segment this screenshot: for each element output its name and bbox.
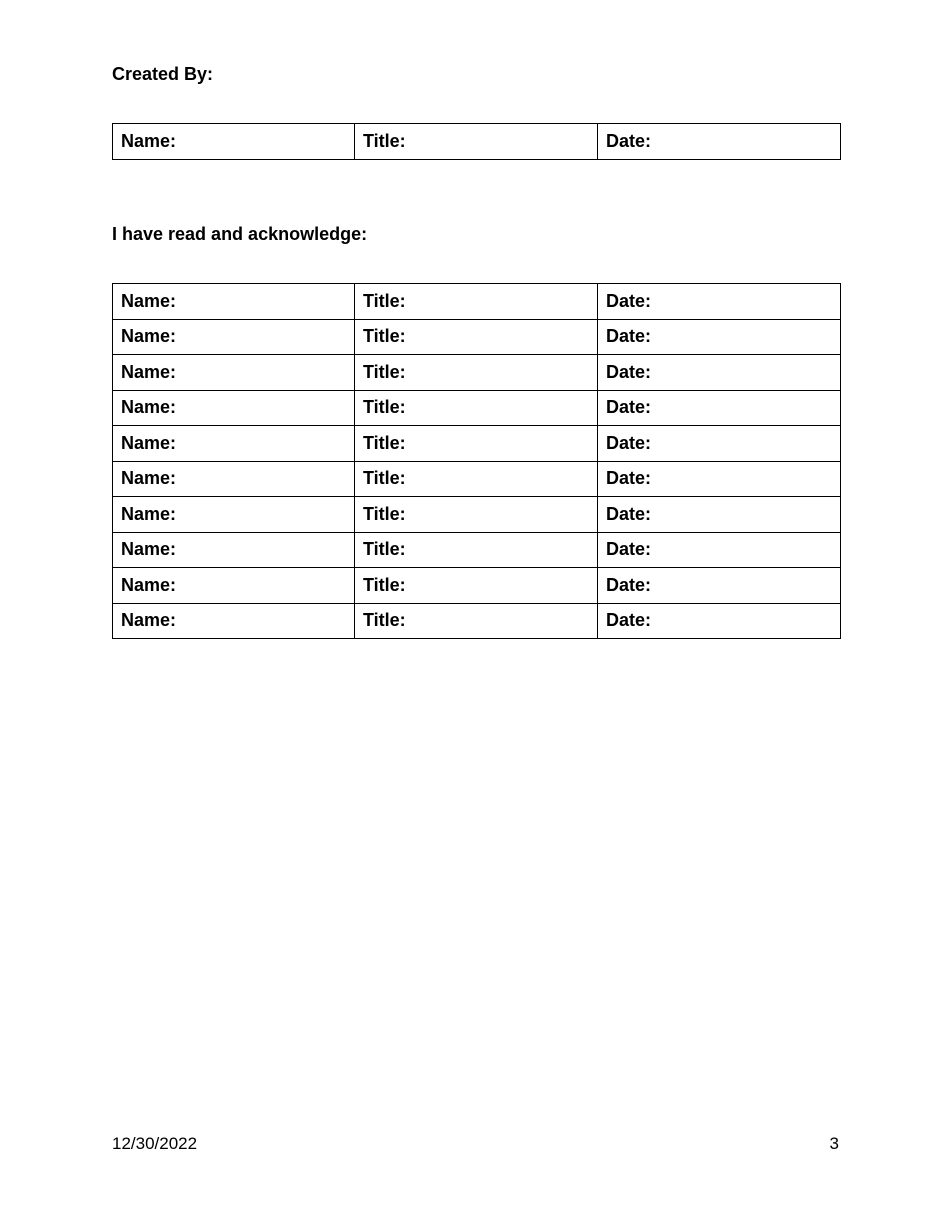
- date-cell[interactable]: Date:: [598, 355, 841, 391]
- table-row: [113, 355, 841, 391]
- date-cell[interactable]: Date:: [598, 124, 841, 160]
- name-cell[interactable]: Name:: [113, 532, 355, 568]
- page-number: 3: [829, 1134, 839, 1153]
- name-cell[interactable]: Name:: [113, 568, 355, 604]
- name-cell[interactable]: Name:: [113, 390, 355, 426]
- created-by-table: [112, 123, 841, 160]
- date-cell[interactable]: Date:: [598, 284, 841, 320]
- table-row: [113, 532, 841, 568]
- created-by-heading: Created By:: [112, 64, 214, 84]
- date-cell[interactable]: Date:: [598, 497, 841, 533]
- table-row: [113, 603, 841, 639]
- name-cell[interactable]: Name:: [113, 426, 355, 462]
- title-cell[interactable]: Title:: [355, 355, 598, 391]
- date-cell[interactable]: Date:: [598, 532, 841, 568]
- name-cell[interactable]: Name:: [113, 284, 355, 320]
- date-cell[interactable]: Date:: [598, 568, 841, 604]
- table-row: [113, 497, 841, 533]
- title-cell[interactable]: Title:: [355, 390, 598, 426]
- title-cell[interactable]: Title:: [355, 461, 598, 497]
- table-row: [113, 568, 841, 604]
- title-cell[interactable]: Title:: [355, 532, 598, 568]
- table-row: [113, 319, 841, 355]
- footer-date: 12/30/2022: [112, 1134, 198, 1153]
- name-cell[interactable]: Name:: [113, 124, 355, 160]
- date-cell[interactable]: Date:: [598, 390, 841, 426]
- title-cell[interactable]: Title:: [355, 124, 598, 160]
- table-row: [113, 284, 841, 320]
- table-row: [113, 461, 841, 497]
- name-cell[interactable]: Name:: [113, 461, 355, 497]
- title-cell[interactable]: Title:: [355, 319, 598, 355]
- name-cell[interactable]: Name:: [113, 355, 355, 391]
- date-cell[interactable]: Date:: [598, 603, 841, 639]
- title-cell[interactable]: Title:: [355, 497, 598, 533]
- table-row: [113, 390, 841, 426]
- date-cell[interactable]: Date:: [598, 319, 841, 355]
- acknowledge-heading: I have read and acknowledge:: [112, 224, 368, 244]
- title-cell[interactable]: Title:: [355, 426, 598, 462]
- table-row: [113, 124, 841, 160]
- acknowledge-table: [112, 283, 841, 639]
- date-cell[interactable]: Date:: [598, 461, 841, 497]
- title-cell[interactable]: Title:: [355, 603, 598, 639]
- title-cell[interactable]: Title:: [355, 568, 598, 604]
- name-cell[interactable]: Name:: [113, 319, 355, 355]
- name-cell[interactable]: Name:: [113, 603, 355, 639]
- title-cell[interactable]: Title:: [355, 284, 598, 320]
- name-cell[interactable]: Name:: [113, 497, 355, 533]
- table-row: [113, 426, 841, 462]
- date-cell[interactable]: Date:: [598, 426, 841, 462]
